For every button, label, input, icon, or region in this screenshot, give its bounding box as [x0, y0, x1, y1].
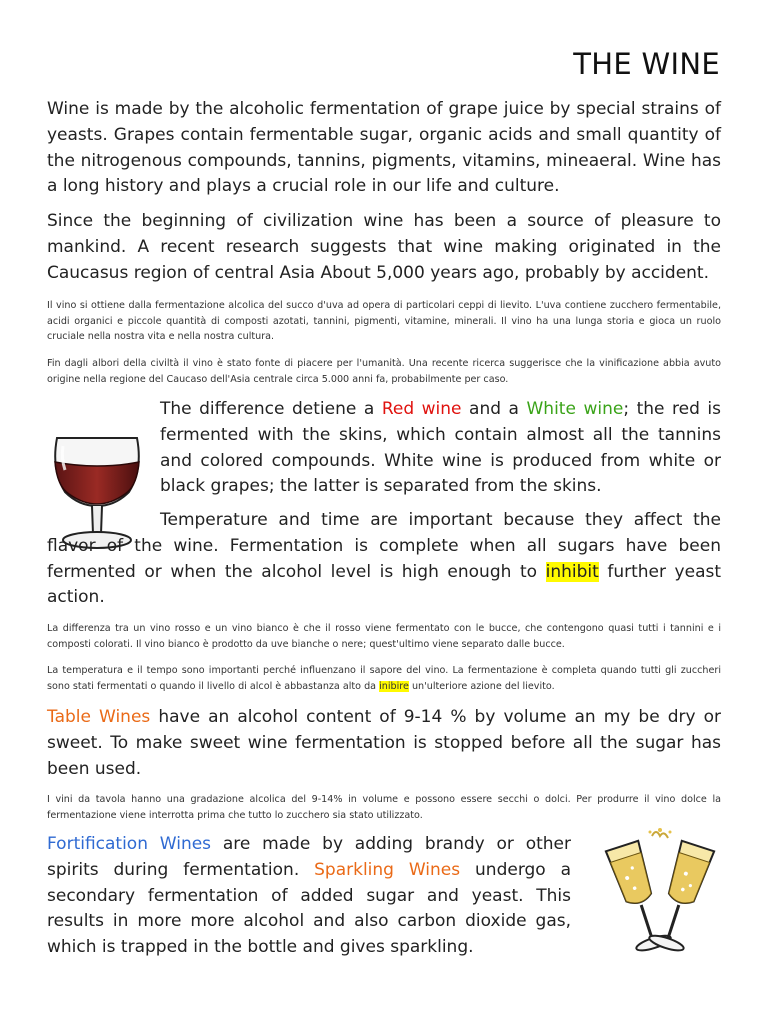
- inhibit-highlight: inhibit: [545, 561, 599, 582]
- red-white-mid: and a: [461, 399, 527, 419]
- inibire-highlight: inibire: [379, 680, 409, 692]
- italian-intro-paragraph: Il vino si ottiene dalla fermentazione alcolica del succo d'uva ad opera di particolari ceppi di lievito. L'uva contiene zucchero fermentabile, acidi organici e piccole quantità di composti azotati, tannini, pigmenti, vitamine, minerali. Il vino ha una lunga storia e gioca un ruolo cruciale nella nostra vita e nella nostra cultura.: [47, 300, 721, 342]
- italian-history-paragraph: Fin dagli albori della civiltà il vino è stato fonte di piacere per l'umanità. Una recente ricerca suggerisce che la vinificazione abbia avuto origine nella regione del Caucaso dell'Asia centrale circa 5.000 anni fa, probabilmente per caso.: [47, 358, 721, 385]
- white-wine-term: White wine: [526, 399, 624, 419]
- italian-difference-paragraph: La differenza tra un vino rosso e un vino bianco è che il rosso viene fermentato con le bucce, che contengono quasi tutti i tannini e i composti colorati. Il vino bianco è prodotto da uve bianche o nere; quest'ultimo viene separato dalle bucce.: [47, 623, 721, 650]
- table-wines-paragraph: [47, 705, 721, 782]
- sparkling-wines-term: Sparkling Wines: [314, 859, 461, 880]
- table-wines-term: Table Wines: [47, 707, 151, 727]
- intro-paragraph: Wine is made by the alcoholic fermentation of grape juice by special strains of yeasts. Grapes contain fermentable sugar, organic acids and small quantity of the nitrogenous compounds, tannins, pigments, vitamins, mineaeral. Wine has a long history and plays a crucial role in our life and culture.: [47, 99, 721, 197]
- temperature-paragraph: [47, 508, 721, 611]
- temperature-post: further yeast action.: [47, 561, 722, 608]
- page-title: THE WINE: [573, 47, 720, 81]
- sparkling-text: undergo a secondary fermentation of added sugar and yeast. This results in more more alcohol and also carbon dioxide gas, which is trapped in the bottle and gives sparkling.: [47, 859, 572, 958]
- red-wine-term: Red wine: [381, 399, 462, 419]
- italian-temperature-pre: La temperatura e il tempo sono importanti perché influenzano il sapore del vino. La fermentazione è completa quando tutti gli zuccheri sono stati fermentati o quando il livello di alcol è abbastanza alto da: [47, 665, 721, 692]
- table-wines-text: have an alcohol content of 9-14 % by volume an my be dry or sweet. To make sweet wine fermentation is stopped before all the sugar has been used.: [47, 707, 721, 779]
- temperature-pre: Temperature and time are important because they affect the flavor of the wine. Fermentation is complete when all sugars have been fermented or when the alcohol level is high enough to: [47, 510, 721, 582]
- champagne-flutes-image: [590, 826, 730, 966]
- italian-table-wines-paragraph: I vini da tavola hanno una gradazione alcolica del 9-14% in volume e possono essere secchi o dolci. Per produrre il vino dolce la fermentazione viene interrotta prima che tutto lo zucchero sia stato utilizzato.: [47, 794, 721, 821]
- italian-temperature-paragraph: [47, 663, 721, 694]
- fortified-sparkling-paragraph: [47, 832, 571, 961]
- fortification-text: are made by adding brandy or other spirits during fermentation.: [47, 834, 571, 880]
- red-white-pre: The difference detiene a: [160, 399, 382, 419]
- red-white-paragraph: [47, 397, 721, 523]
- red-white-post: ; the red is fermented with the skins, which contain almost all the tannins and colored compounds. White wine is produced from white or black grapes; the latter is separated from the skins.: [160, 399, 721, 497]
- fortification-wines-term: Fortification Wines: [47, 834, 212, 854]
- italian-temperature-post: un'ulteriore azione del lievito.: [408, 680, 555, 692]
- history-paragraph: Since the beginning of civilization wine has been a source of pleasure to mankind. A recent research suggests that wine making originated in the Caucasus region of central Asia About 5,000 years ago, probably by accident.: [47, 211, 721, 283]
